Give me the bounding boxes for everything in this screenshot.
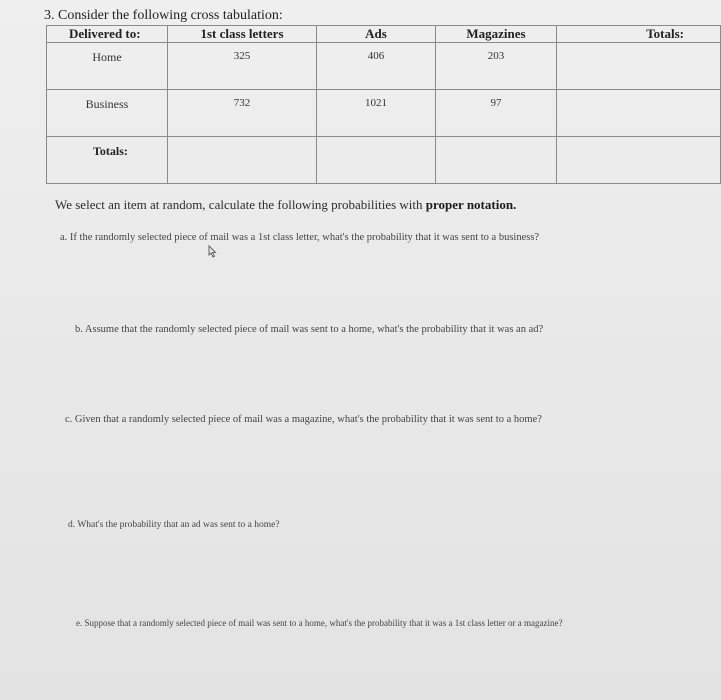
- header-totals: Totals:: [557, 26, 721, 43]
- cell-business-ads: 1021: [317, 90, 436, 137]
- cell-business-total: [557, 90, 721, 137]
- cell-total-letters: [168, 137, 317, 184]
- cross-tabulation-table: [46, 25, 721, 184]
- table-header-row: [47, 26, 721, 43]
- instruction-lead: We select an item at random, calculate the following probabilities with: [55, 197, 426, 212]
- question-a: a. If the randomly selected piece of mail was a 1st class letter, what's the probability that it was sent to a business?: [60, 232, 540, 243]
- row-label-home: Home: [47, 43, 168, 90]
- cell-home-ads: 406: [317, 43, 436, 90]
- cell-home-magazines: 203: [436, 43, 557, 90]
- cell-total-ads: [317, 137, 436, 184]
- cell-business-magazines: 97: [436, 90, 557, 137]
- cell-home-letters: 325: [168, 43, 317, 90]
- header-delivered-to: Delivered to:: [47, 26, 168, 43]
- question-heading: 3. Consider the following cross tabulation:: [44, 8, 283, 23]
- row-label-business: Business: [47, 90, 168, 137]
- question-c: c. Given that a randomly selected piece of mail was a magazine, what's the probability that it was sent to a home?: [65, 414, 542, 425]
- table-row-totals: [47, 137, 721, 184]
- cell-grand-total: [557, 137, 721, 184]
- row-label-totals: Totals:: [47, 137, 168, 184]
- header-first-class-letters: 1st class letters: [168, 26, 317, 43]
- mouse-pointer-icon: [206, 245, 218, 264]
- cell-total-magazines: [436, 137, 557, 184]
- table-row-home: [47, 43, 721, 90]
- instruction-emphasis: proper notation.: [425, 197, 517, 212]
- instruction-text: [55, 197, 516, 213]
- header-magazines: Magazines: [436, 26, 557, 43]
- table-row-business: [47, 90, 721, 137]
- question-d: d. What's the probability that an ad was sent to a home?: [68, 520, 280, 530]
- cell-home-total: [557, 43, 721, 90]
- question-b: b. Assume that the randomly selected piece of mail was sent to a home, what's the probability that it was an ad?: [75, 324, 544, 335]
- question-e: e. Suppose that a randomly selected piece of mail was sent to a home, what's the probability that it was a 1st class letter or a magazine?: [76, 618, 563, 628]
- header-ads: Ads: [317, 26, 436, 43]
- cell-business-letters: 732: [168, 90, 317, 137]
